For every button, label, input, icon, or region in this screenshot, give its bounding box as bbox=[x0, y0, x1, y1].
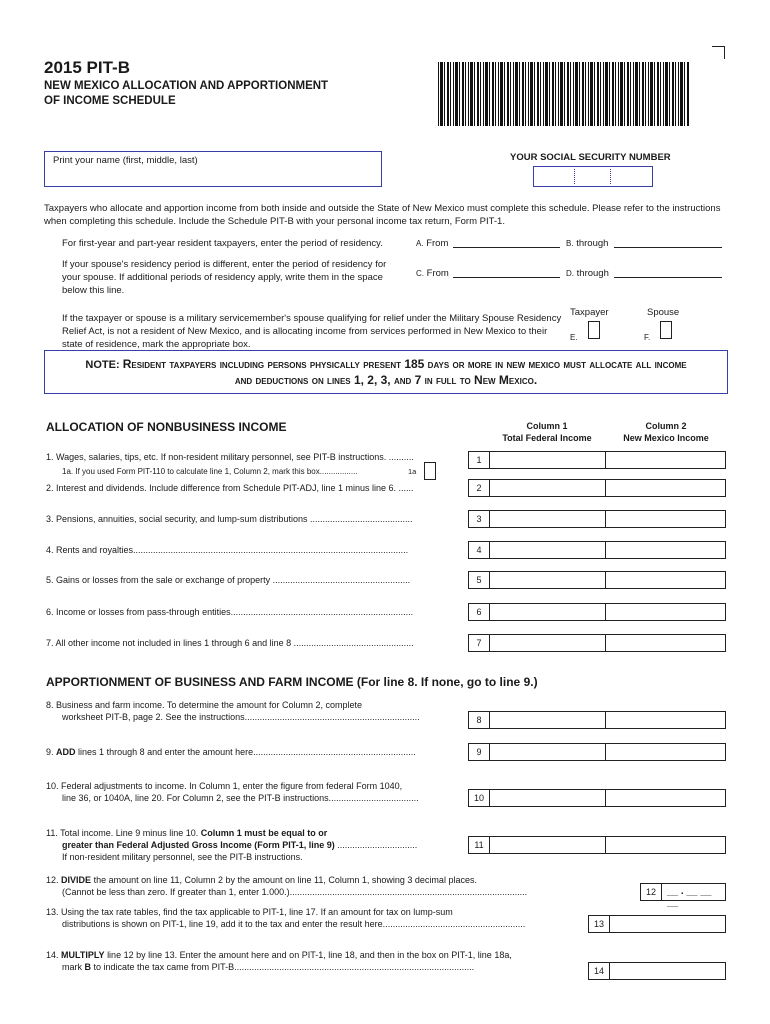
column-2-header: Column 2 New Mexico Income bbox=[623, 421, 709, 443]
allocation-heading: ALLOCATION OF NONBUSINESS INCOME bbox=[46, 420, 287, 434]
line-1a-label: 1a. If you used Form PIT-110 to calculate line 1, Column 2, mark this box................. bbox=[62, 467, 358, 476]
ssn-input[interactable] bbox=[533, 166, 653, 187]
line-1a-checkbox[interactable] bbox=[424, 462, 436, 480]
line-number: 9 bbox=[469, 744, 490, 760]
line-3-input[interactable] bbox=[468, 510, 726, 528]
line-4-label: 4. Rents and royalties.............................................................................................................. bbox=[46, 545, 409, 555]
residency-d: D. through bbox=[566, 268, 609, 279]
decimal-field: __ . __ __ __ bbox=[667, 886, 712, 908]
ssn-divider bbox=[610, 169, 611, 184]
line-14-label: 14. MULTIPLY line 12 by line 13. Enter the amount here and on PIT-1, line 18, and then in the box on PIT-1, line 18a, mark B to indicate the tax came from PIT-B................................................................................................ bbox=[46, 950, 512, 972]
corner-crop-mark bbox=[712, 46, 725, 59]
box-f-label: F. bbox=[644, 333, 651, 342]
line-number: 10 bbox=[469, 790, 490, 806]
line-12-label: 12. DIVIDE the amount on line 11, Column 2 by the amount on line 11, Column 1, showing 3 decimal places. (Cannot be less than zero. If greater than 1, enter 1.000.)............................................................................................... bbox=[46, 875, 528, 897]
taxpayer-military-checkbox[interactable] bbox=[588, 321, 600, 339]
residency-spouse-text: If your spouse's residency period is different, enter the period of residency for your spouse. If additional periods of residency apply, write them in the space below this line. bbox=[62, 259, 387, 296]
residency-note: NOTE: Resident taxpayers including persons physically present 185 days or more in new mexico must allocate all income and deductions on lines 1, 2, 3, and 7 in full to New Mexico. bbox=[44, 350, 728, 394]
line-number: 7 bbox=[469, 635, 490, 651]
residency-from-input[interactable] bbox=[453, 237, 560, 248]
line-number: 8 bbox=[469, 712, 490, 728]
line-number: 1 bbox=[469, 452, 490, 468]
form-title: 2015 PIT-B bbox=[44, 58, 130, 77]
line-7-label: 7. All other income not included in lines 1 through 6 and line 8 ................................................ bbox=[46, 638, 414, 648]
residency-b: B. through bbox=[566, 238, 609, 249]
line-2-input[interactable] bbox=[468, 479, 726, 497]
line-number: 6 bbox=[469, 604, 490, 620]
intro-text: Taxpayers who allocate and apportion income from both inside and outside the State of New Mexico must complete this schedule. Please refer to the instructions when completing this schedule. Include the Schedule PIT-B with your personal income tax return, Form PIT-1. bbox=[44, 203, 721, 227]
name-input[interactable] bbox=[44, 151, 382, 187]
form-barcode bbox=[438, 62, 690, 126]
residency-first-year-text: For first-year and part-year resident taxpayers, enter the period of residency. bbox=[62, 238, 383, 249]
line-3-label: 3. Pensions, annuities, social security, and lump-sum distributions ......................................... bbox=[46, 514, 413, 524]
line-number: 5 bbox=[469, 572, 490, 588]
line-11-input[interactable] bbox=[468, 836, 726, 854]
line-number: 11 bbox=[469, 837, 490, 853]
line-9-input[interactable] bbox=[468, 743, 726, 761]
spouse-label: Spouse bbox=[647, 307, 680, 318]
line-number: 14 bbox=[589, 963, 610, 979]
line-number: 4 bbox=[469, 542, 490, 558]
name-input-label: Print your name (first, middle, last) bbox=[53, 155, 198, 166]
line-13-label: 13. Using the tax rate tables, find the tax applicable to PIT-1, line 17. If an amount for tax on lump-sum distributions is shown on PIT-1, line 19, add it to the tax and enter the result here......................................................... bbox=[46, 907, 526, 929]
line-6-label: 6. Income or losses from pass-through entities......................................................................... bbox=[46, 607, 414, 617]
form-subtitle: NEW MEXICO ALLOCATION AND APPORTIONMENT OF INCOME SCHEDULE bbox=[44, 80, 329, 107]
line-6-input[interactable] bbox=[468, 603, 726, 621]
line-8-input[interactable] bbox=[468, 711, 726, 729]
line-10-input[interactable] bbox=[468, 789, 726, 807]
line-1-label: 1. Wages, salaries, tips, etc. If non-resident military personnel, see PIT-B instructions. .......... bbox=[46, 452, 414, 462]
column-1-header: Column 1 Total Federal Income bbox=[502, 421, 592, 443]
apportionment-heading: APPORTIONMENT OF BUSINESS AND FARM INCOME (For line 8. If none, go to line 9.) bbox=[46, 675, 538, 689]
line-1-input[interactable] bbox=[468, 451, 726, 469]
residency-through-input[interactable] bbox=[614, 237, 722, 248]
line-10-label: 10. Federal adjustments to income. In Column 1, enter the figure from federal Form 1040, line 36, or 1040A, line 20. For Column 2, see the PIT-B instructions.................................... bbox=[46, 781, 419, 803]
line-5-input[interactable] bbox=[468, 571, 726, 589]
residency-c: C. From bbox=[416, 268, 449, 279]
spouse-from-input[interactable] bbox=[453, 267, 560, 278]
ssn-label: YOUR SOCIAL SECURITY NUMBER bbox=[510, 152, 671, 163]
taxpayer-label: Taxpayer bbox=[570, 307, 609, 318]
spouse-through-input[interactable] bbox=[614, 267, 722, 278]
line-number: 3 bbox=[469, 511, 490, 527]
line-2-label: 2. Interest and dividends. Include difference from Schedule PIT-ADJ, line 1 minus line 6. ...... bbox=[46, 483, 414, 493]
spouse-military-checkbox[interactable] bbox=[660, 321, 672, 339]
line-1a-box-label: 1a bbox=[408, 467, 417, 476]
line-13-input[interactable] bbox=[588, 915, 726, 933]
line-number: 13 bbox=[589, 916, 610, 932]
line-5-label: 5. Gains or losses from the sale or exchange of property ....................................................... bbox=[46, 575, 411, 585]
line-number: 12 bbox=[641, 884, 662, 900]
line-9-label: 9. ADD lines 1 through 8 and enter the amount here................................................................. bbox=[46, 747, 416, 757]
line-14-input[interactable] bbox=[588, 962, 726, 980]
line-8-label: 8. Business and farm income. To determine the amount for Column 2, complete worksheet PIT-B, page 2. See the instructions...................................................................... bbox=[46, 700, 420, 722]
residency-a: A. From bbox=[416, 238, 449, 249]
ssn-divider bbox=[574, 169, 575, 184]
line-12-input[interactable] bbox=[640, 883, 726, 908]
line-7-input[interactable] bbox=[468, 634, 726, 652]
box-e-label: E. bbox=[570, 333, 578, 342]
line-11-label: 11. Total income. Line 9 minus line 10. Column 1 must be equal to or greater than Federal Adjusted Gross Income (Form PIT-1, line 9) ................................ If non-resident military personnel, see the PIT-B instructions. bbox=[46, 828, 418, 862]
line-4-input[interactable] bbox=[468, 541, 726, 559]
line-number: 2 bbox=[469, 480, 490, 496]
military-spouse-text: If the taxpayer or spouse is a military servicemember's spouse qualifying for relief under the Military Spouse Residency Relief Act, is not a resident of New Mexico, and is allocating income from services performed in New Mexico to their state of residence, mark the appropriate box. bbox=[62, 313, 562, 350]
